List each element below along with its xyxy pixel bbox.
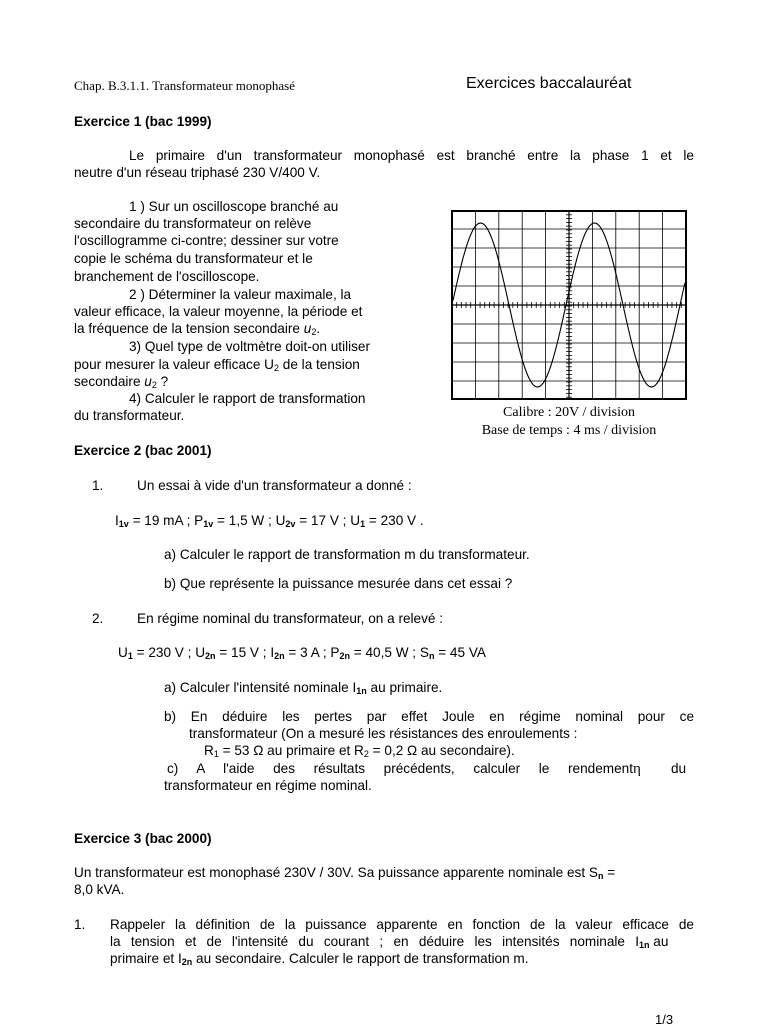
ex2-q1a: a) Calculer le rapport de transformation m du transformateur. <box>164 547 530 562</box>
ex1-intro-line-1: Le primaire d'un transformateur monophasé est branché entre la phase 1 et le <box>129 148 694 163</box>
ex2-item-2-number: 2. <box>92 611 104 626</box>
ex1-q2-line-2: valeur efficace, la valeur moyenne, la période et <box>74 304 363 319</box>
exercise-1-heading: Exercice 1 (bac 1999) <box>74 114 212 129</box>
ex2-item-1-number: 1. <box>92 478 104 493</box>
ex2-q2a: a) Calculer l'intensité nominale $I_{1n}$ au primaire. <box>164 680 443 696</box>
exercise-3-heading: Exercice 3 (bac 2000) <box>74 831 212 846</box>
ex2-item-1-text: Un essai à vide d'un transformateur a donné : <box>137 478 412 493</box>
ex1-q1-line-2: secondaire du transformateur on relève <box>74 216 312 231</box>
exercise-2-heading: Exercice 2 (bac 2001) <box>74 443 212 458</box>
ex1-q3-line-1: 3) Quel type de voltmètre doit-on utiliser <box>129 339 371 354</box>
ex2-q2b-line-3: $R_1 = 53$ Ω au primaire et $R_2 = 0,2$ Ω au secondaire). <box>204 743 515 759</box>
ex1-intro-line-2: neutre d'un réseau triphasé 230 V/400 V. <box>74 165 321 180</box>
ex3-item-1-line-2: la tension et de l'intensité du courant ; en déduire les intensités nominale $I_{1n}$ au <box>110 934 669 950</box>
ex1-q3-line-3: secondaire $u_2$ ? <box>74 374 169 390</box>
ex2-q2c-line-1: c) A l'aide des résultats précédents, calculer le rendementη du <box>167 761 687 777</box>
ex1-q2-line-3: la fréquence de la tension secondaire $u_2$. <box>74 321 321 337</box>
ex1-q1-line-1: 1 ) Sur un oscilloscope branché au <box>129 199 339 214</box>
ex1-q3-line-2: pour mesurer la valeur efficace $U_2$ de la tension <box>74 357 360 373</box>
ex3-intro-line-2: 8,0 kVA. <box>74 882 125 897</box>
ex1-q1-line-5: branchement de l'oscilloscope. <box>74 269 260 284</box>
ex1-q4-line-1: 4) Calculer le rapport de transformation <box>129 391 366 406</box>
ex2-nominal-measurements: $U_1 = 230$ V ; $U_{2n} = 15$ V ; $I_{2n} = 3$ A ; $P_{2n} = 40,5$ W ; $S_n = 45$ VA <box>118 645 486 661</box>
ex2-noload-measurements: $I_{1v} = 19$ mA ; $P_{1v} = 1,5$ W ; $U_{2v} = 17$ V ; $U_1 = 230$ V . <box>115 513 424 529</box>
ex3-intro-line-1: Un transformateur est monophasé 230V / 30V. Sa puissance apparente nominale est $S_n$ = <box>74 865 616 881</box>
oscillogram-caption-timebase: Base de temps : 4 ms / division <box>481 423 657 438</box>
ex3-item-1-line-3: primaire et $I_{2n}$ au secondaire. Calculer le rapport de transformation m. <box>110 951 529 967</box>
page-title: Exercices baccalauréat <box>466 75 632 92</box>
chapter-title: Chap. B.3.1.1. Transformateur monophasé <box>74 78 295 93</box>
page-number: 1/3 <box>655 1012 674 1027</box>
oscillogram <box>451 210 687 400</box>
ex3-item-1-line-1: Rappeler la définition de la puissance apparente en fonction de la valeur efficace de <box>110 917 694 932</box>
ex1-q2-line-1: 2 ) Déterminer la valeur maximale, la <box>129 287 352 302</box>
ex2-q1b: b) Que représente la puissance mesurée dans cet essai ? <box>164 576 513 591</box>
ex2-q2b-line-1: b) En déduire les pertes par effet Joule en régime nominal pour ce <box>164 709 694 724</box>
ex2-item-2-text: En régime nominal du transformateur, on a relevé : <box>137 611 444 626</box>
ex3-item-1-number: 1. <box>74 917 86 932</box>
ex1-q1-line-3: l'oscillogramme ci-contre; dessiner sur votre <box>74 233 339 248</box>
ex1-q4-line-2: du transformateur. <box>74 408 185 423</box>
ex2-q2b-line-2: transformateur (On a mesuré les résistances des enroulements : <box>189 726 578 741</box>
ex2-q2c-line-2: transformateur en régime nominal. <box>164 778 372 793</box>
oscillogram-caption-calibre: Calibre : 20V / division <box>503 405 635 420</box>
ex1-q1-line-4: copie le schéma du transformateur et le <box>74 251 313 266</box>
